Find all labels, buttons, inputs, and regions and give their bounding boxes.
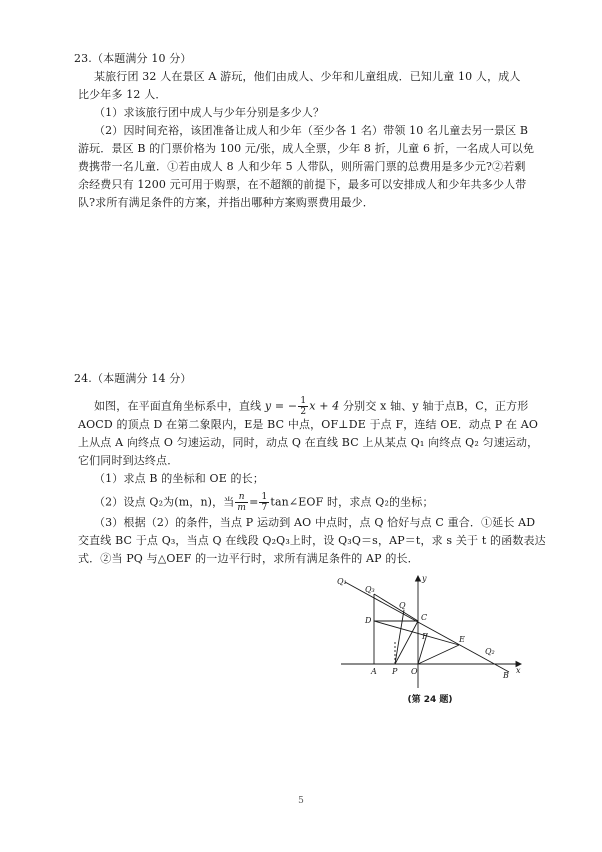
line-bc (345, 582, 509, 672)
q24-line-8: 交直线 BC 于点 Q₃，当点 Q 在线段 Q₂Q₃上时，设 Q₃Q＝s，AP＝t，求 s 关于 t 的函数表达 (78, 534, 546, 547)
q24-line-1-text-a: 如图，在平面直角坐标系中，直线 (94, 399, 262, 413)
fraction-seven: 7 (261, 503, 268, 513)
q23-line-3: （1）求该旅行团中成人与少年分别是多少人？ (94, 106, 325, 119)
q23-line-2: 比少年多 12 人． (78, 88, 167, 101)
q24-header: 24.（本题满分 14 分） (74, 372, 192, 385)
q24-line-6-text-a: （2）设点 Q₂为(m，n)，当 (94, 495, 235, 509)
q23-line-4: （2）因时间充裕，该团准备让成人和少年（至少各 1 名）带领 10 名儿童去另一景区 B (94, 124, 529, 137)
n-over-m-fraction (235, 492, 248, 513)
q23-line-6: 费携带一名儿童．①若由成人 8 人和少年 5 人带队，则所需门票的总费用是多少元?②若剩 (78, 160, 526, 173)
q24-line-6 (94, 492, 434, 513)
one-seventh-fraction (259, 492, 269, 513)
fraction-m: m (237, 503, 247, 513)
q23-header: 23.（本题满分 10 分） (74, 52, 192, 65)
label-a: A (371, 667, 377, 676)
label-p: P (392, 667, 398, 676)
label-q1: Q₁ (337, 577, 347, 586)
slope-numerator: 1 (300, 396, 307, 406)
figure-caption: (第 24 题) (407, 695, 453, 705)
equals-sign: = (249, 495, 259, 509)
q24-line-5: （1）求点 B 的坐标和 OE 的长； (94, 472, 264, 485)
q24-line-1-text-b: 分别交 x 轴、y 轴于点B，C，正方形 (343, 399, 529, 413)
q23-line-7: 余经费只有 1200 元可用于购票，在不超额的前提下，最多可以安排成人和少年共多少人带 (78, 178, 527, 191)
q24-line-2: AOCD 的顶点 D 在第二象限内，E是 BC 中点，OF⊥DE 于点 F，连结 OE．动点 P 在 AO (78, 418, 539, 431)
fraction-n: n (235, 492, 248, 503)
label-o: O (411, 667, 418, 676)
line-equation-lhs: y = − (264, 399, 298, 413)
label-y: y (422, 574, 427, 583)
page-number: 5 (298, 796, 304, 806)
q23-line-8: 队?求所有满足条件的方案，并指出哪种方案购票费用最少． (78, 196, 374, 209)
q24-line-3: 上从点 A 向终点 O 匀速运动，同时，动点 Q 在直线 BC 上从某点 Q₁ 向终点 Q₂ 匀速运动， (78, 436, 539, 449)
q24-line-4: 它们同时到达终点． (78, 454, 179, 467)
label-e: E (459, 635, 465, 644)
label-f: F (422, 632, 428, 641)
label-d: D (365, 616, 372, 625)
q23-line-1: 某旅行团 32 人在景区 A 游玩，他们由成人、少年和儿童组成．已知儿童 10 人，成人 (94, 70, 521, 83)
q24-line-9: 式．②当 PQ 与△OEF 的一边平行时，求所有满足条件的 AP 的长． (78, 552, 419, 565)
q24-line-7: （3）根据（2）的条件，当点 P 运动到 AO 中点时，点 Q 恰好与点 C 重合．①延长 AD (94, 516, 536, 529)
label-q3: Q₃ (365, 585, 375, 594)
q23-line-5: 游玩．景区 B 的门票价格为 100 元/张，成人全票，少年 8 折，儿童 6 折，一名成人可以免 (78, 142, 535, 155)
label-c: C (421, 613, 428, 622)
label-q2: Q₂ (485, 647, 495, 656)
y-axis-arrow (416, 576, 421, 581)
label-x: x (516, 666, 521, 675)
segment-oe (418, 645, 459, 664)
segment-q3c (374, 594, 418, 621)
line-equation-rhs: x + 4 (309, 399, 340, 413)
label-b: B (503, 671, 509, 680)
q24-line-1 (94, 396, 528, 417)
fraction-one: 1 (261, 492, 268, 502)
geometry-figure (335, 572, 525, 705)
label-q: Q (399, 601, 406, 610)
slope-fraction (298, 396, 308, 417)
q24-line-6-text-c: tan∠EOF 时，求点 Q₂的坐标； (270, 495, 434, 509)
coordinate-diagram (335, 572, 525, 692)
slope-denominator: 2 (300, 407, 307, 417)
